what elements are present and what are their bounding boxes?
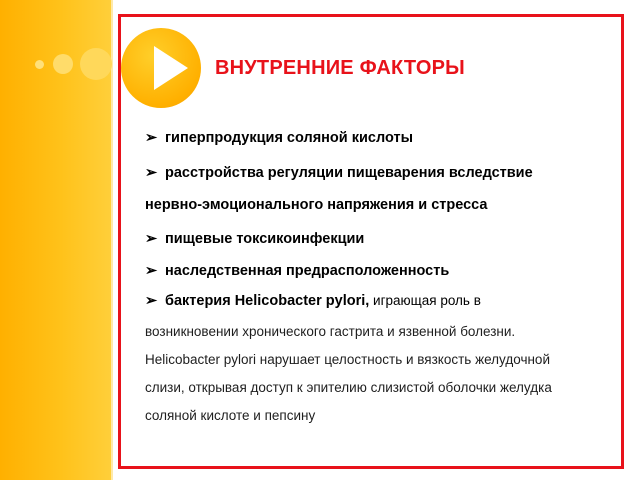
- slide-title: ВНУТРЕННИЕ ФАКТОРЫ: [215, 57, 465, 79]
- paragraph-line-4: соляной кислоте и пепсину: [145, 408, 316, 423]
- paragraph-line-1: возникновении хронического гастрита и язвенной болезни.: [145, 324, 516, 339]
- arrow-bullet-icon: ➢: [145, 293, 158, 309]
- bullet-item-4: [145, 263, 449, 279]
- bullet-item-3: [145, 231, 364, 247]
- decor-dot-small: [35, 60, 44, 69]
- play-triangle-icon: [154, 46, 188, 90]
- arrow-bullet-icon: ➢: [145, 263, 158, 279]
- bacteria-rest-text: играющая роль в: [369, 293, 481, 308]
- arrow-bullet-icon: ➢: [145, 130, 158, 146]
- band-divider: [111, 0, 113, 480]
- decor-dot-medium: [53, 54, 73, 74]
- paragraph-line-3: слизи, открывая доступ к эпителию слизистой оболочки желудка: [145, 380, 552, 395]
- bullet-item-2-continued: [145, 197, 487, 213]
- arrow-bullet-icon: ➢: [145, 165, 158, 181]
- bullet-item-2: [145, 165, 533, 181]
- paragraph-line-2: Helicobacter pylori нарушает целостность и вязкость желудочной: [145, 352, 550, 367]
- decor-dot-large: [80, 48, 112, 80]
- arrow-bullet-icon: ➢: [145, 231, 158, 247]
- bullet-item-1: [145, 130, 413, 146]
- bullet-text-2: расстройства регуляции пищеварения вследствие: [165, 165, 533, 181]
- bacteria-bold-text: бактерия Helicobacter pylori,: [165, 293, 370, 309]
- bullet-text-1: гиперпродукция соляной кислоты: [165, 130, 413, 146]
- bullet-text-4: наследственная предрасположенность: [165, 263, 450, 279]
- bullet-text-3: пищевые токсикоинфекции: [165, 231, 365, 247]
- bullet-item-5: [145, 293, 481, 309]
- bullet-text-2-cont: нервно-эмоционального напряжения и стресса: [145, 197, 488, 213]
